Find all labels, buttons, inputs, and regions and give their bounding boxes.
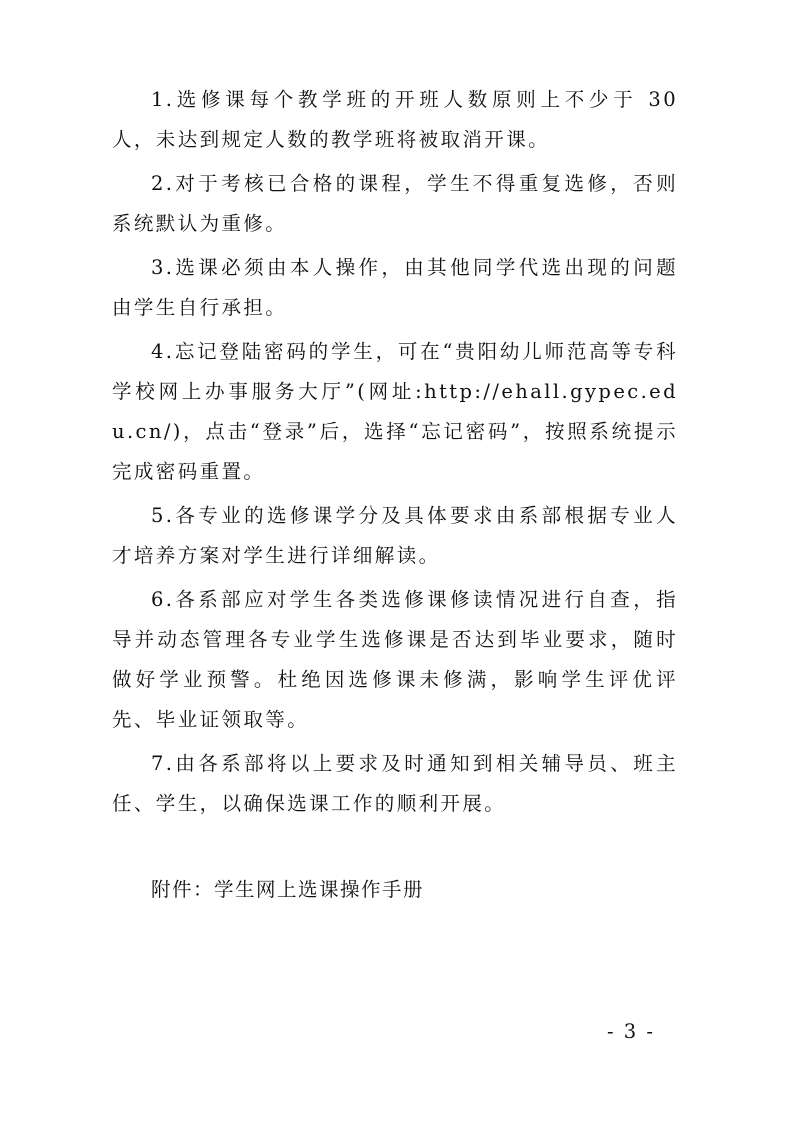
paragraph-1: 1.选修课每个教学班的开班人数原则上不少于 30 人，未达到规定人数的教学班将被取消开课。	[112, 88, 678, 151]
attachment-line: 附件：学生网上选课操作手册	[151, 878, 425, 901]
paragraph-7: 7.由各系部将以上要求及时通知到相关辅导员、班主任、学生，以确保选课工作的顺利开展。	[112, 752, 678, 815]
paragraph-6: 6.各系部应对学生各类选修课修读情况进行自查，指导并动态管理各专业学生选修课是否达到毕业要求，随时做好学业预警。杜绝因选修课未修满，影响学生评优评先、毕业证领取等。	[112, 588, 678, 731]
paragraph-5: 5.各专业的选修课学分及具体要求由系部根据专业人才培养方案对学生进行详细解读。	[112, 504, 678, 567]
page-number: - 3 -	[607, 1020, 655, 1043]
paragraph-4: 4.忘记登陆密码的学生，可在“贵阳幼儿师范高等专科学校网上办事服务大厅”(网址:http://ehall.gypec.edu.cn/)，点击“登录”后，选择“忘记密码”，按照系统提示完成密码重置。	[112, 340, 678, 483]
paragraph-3: 3.选课必须由本人操作，由其他同学代选出现的问题由学生自行承担。	[112, 256, 678, 319]
paragraph-2: 2.对于考核已合格的课程，学生不得重复选修，否则系统默认为重修。	[112, 172, 678, 235]
document-body	[112, 80, 678, 824]
